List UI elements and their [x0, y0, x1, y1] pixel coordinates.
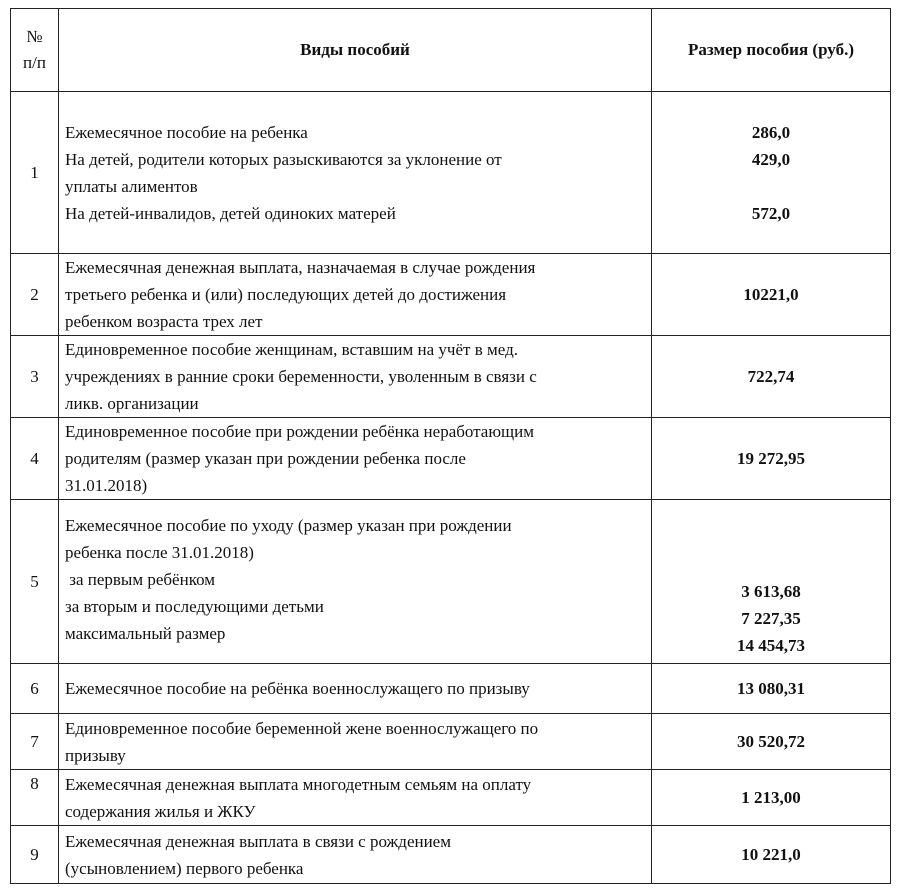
benefit-type: [59, 826, 652, 884]
benefit-amount: [652, 770, 891, 826]
table-row: [11, 500, 891, 664]
benefit-type-line: Ежемесячное пособие на ребёнка военнослужащего по призыву: [65, 679, 530, 698]
benefit-type-line: за вторым и последующими детьми: [65, 597, 324, 616]
benefit-type-line: ликв. организации: [65, 394, 199, 413]
amount-line: 572,0: [751, 203, 791, 223]
benefit-type-line: родителям (размер указан при рождении ребенка после: [65, 449, 466, 468]
benefit-type: [59, 336, 652, 418]
table-row: [11, 336, 891, 418]
benefit-amount: [652, 714, 891, 770]
amount-line: 7 227,35: [741, 609, 801, 628]
benefit-type-line: содержания жилья и ЖКУ: [65, 801, 256, 821]
benefit-amount: [652, 826, 891, 884]
benefit-type-line: ребенка после 31.01.2018): [65, 543, 254, 562]
benefit-type-line: ребенком возраста трех лет: [65, 312, 263, 331]
amount-line: 14 454,73: [737, 636, 805, 655]
row-number: 7: [11, 714, 59, 770]
benefit-amount: [652, 418, 891, 500]
amount-line: 19 272,95: [737, 449, 805, 468]
row-number: 2: [11, 254, 59, 336]
benefit-type-line: Единовременное пособие беременной жене военнослужащего по: [65, 718, 539, 738]
benefit-type-line: 31.01.2018): [65, 476, 148, 495]
benefit-type: [59, 714, 652, 770]
header-num-label: п/п: [23, 53, 46, 72]
benefit-type-line: Ежемесячное пособие на ребенка: [65, 122, 308, 142]
header-amount: Размер пособия (руб.): [652, 9, 891, 92]
table-row: [11, 714, 891, 770]
benefit-type-line: Ежемесячное пособие по уходу (размер указан при рождении: [65, 516, 512, 535]
benefit-amount: [652, 92, 891, 254]
benefit-type-line: Единовременное пособие при рождении ребёнка неработающим: [65, 422, 534, 441]
benefit-type: [59, 770, 652, 826]
benefit-type-line: Ежемесячная денежная выплата в связи с рождением: [65, 831, 451, 851]
benefit-amount: [652, 664, 891, 714]
benefit-type-line: уплаты алиментов: [65, 176, 198, 196]
benefit-type-line: Единовременное пособие женщинам, вставшим на учёт в мед.: [65, 340, 518, 359]
benefit-type-line: Ежемесячная денежная выплата многодетным семьям на оплату: [65, 774, 532, 794]
benefit-type: [59, 418, 652, 500]
benefit-type-line: третьего ребенка и (или) последующих детей до достижения: [65, 285, 507, 304]
table-row: [11, 826, 891, 884]
benefit-type: [59, 92, 652, 254]
benefit-type: [59, 254, 652, 336]
benefit-type: [59, 500, 652, 664]
table-row: [11, 664, 891, 714]
benefit-type: [59, 664, 652, 714]
benefit-amount: [652, 336, 891, 418]
benefit-type-line: Ежемесячная денежная выплата, назначаемая в случае рождения: [65, 258, 536, 277]
amount-line: 10 221,0: [741, 845, 801, 864]
row-number: 9: [11, 826, 59, 884]
benefit-type-line: На детей, родители которых разыскиваются за уклонение от: [65, 149, 502, 169]
benefits-table: [10, 8, 891, 884]
benefit-type-line: призыву: [65, 745, 126, 765]
row-number: 1: [11, 92, 59, 254]
amount-line: 3 613,68: [741, 582, 801, 601]
benefit-type-line: максимальный размер: [65, 624, 226, 643]
header-num: [11, 9, 59, 92]
table-row: [11, 418, 891, 500]
amount-line: 286,0: [751, 122, 791, 142]
amount-line: 13 080,31: [737, 679, 805, 698]
amount-line: 1 213,00: [741, 788, 801, 807]
table-row: [11, 254, 891, 336]
amount-line: 10221,0: [743, 285, 799, 304]
row-number: 4: [11, 418, 59, 500]
benefit-type-line: учреждениях в ранние сроки беременности, уволенным в связи с: [65, 367, 537, 386]
benefit-amount: [652, 254, 891, 336]
amount-line: 722,74: [747, 367, 795, 386]
row-number: 5: [11, 500, 59, 664]
amount-line: 429,0: [751, 149, 791, 169]
benefit-type-line: (усыновлением) первого ребенка: [65, 858, 304, 878]
row-number: 8: [11, 770, 59, 826]
benefit-type-line: за первым ребёнком: [65, 570, 216, 589]
header-num-symbol: №: [26, 27, 43, 46]
header-type: Виды пособий: [59, 9, 652, 92]
row-number: 6: [11, 664, 59, 714]
row-number: 3: [11, 336, 59, 418]
benefit-amount: [652, 500, 891, 664]
header-row: [11, 9, 891, 92]
benefit-type-line: На детей-инвалидов, детей одиноких матерей: [65, 203, 396, 223]
table-row: [11, 770, 891, 826]
amount-line: 30 520,72: [737, 732, 805, 751]
table-row: [11, 92, 891, 254]
